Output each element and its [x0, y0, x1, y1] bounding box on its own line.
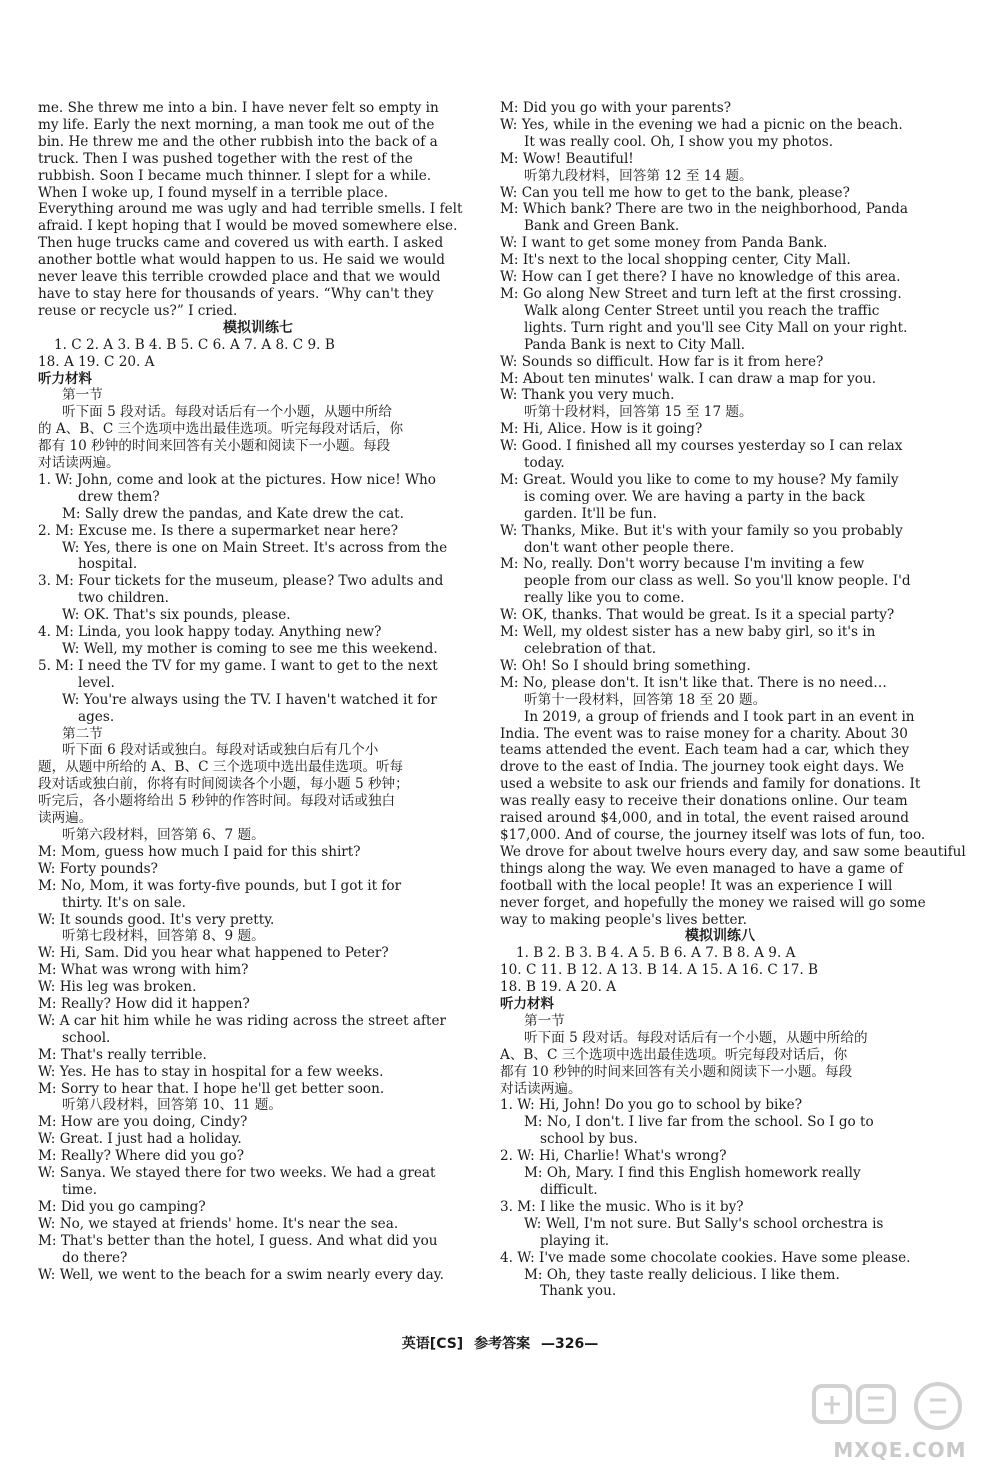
right-line-47: never forget, and hopefully the money we raised will go some: [500, 894, 926, 911]
left-line-4: rubbish. Soon I became much thinner. I slept for a while.: [38, 167, 432, 184]
right-line-68: 4. W: I've made some chocolate cookies. Have some please.: [500, 1249, 911, 1266]
right-line-23: is coming over. We are having a party in the back: [524, 488, 865, 505]
right-line-20: W: Good. I finished all my courses yesterday so I can relax: [500, 438, 903, 455]
left-line-21: 对话读两遍。: [38, 455, 120, 472]
right-line-57: 都有 10 秒钟的时间来回答有关小题和阅读下一小题。每段: [500, 1063, 853, 1080]
right-line-59: 1. W: Hi, John! Do you go to school by bike?: [500, 1097, 802, 1114]
right-line-16: M: About ten minutes' walk. I can draw a map for you.: [500, 370, 877, 387]
right-line-8: W: I want to get some money from Panda Bank.: [500, 235, 828, 252]
page-footer: [0, 1333, 1000, 1353]
right-line-37: India. The event was to raise money for a charity. About 30: [500, 725, 908, 742]
right-line-61: school by bus.: [540, 1131, 638, 1148]
left-line-69: W: Well, we went to the beach for a swim nearly every day.: [38, 1266, 444, 1283]
right-line-5: W: Can you tell me how to get to the bank, please?: [500, 184, 850, 201]
left-line-8: Then huge trucks came and covered us with earth. I asked: [38, 235, 444, 252]
right-line-48: way to making people's lives better.: [500, 911, 747, 928]
left-line-46: M: No, Mom, it was forty-five pounds, but I got it for: [38, 877, 402, 894]
right-line-31: M: Well, my oldest sister has a new baby girl, so it's in: [500, 624, 876, 641]
right-line-44: We drove for about twelve hours every day, and saw some beautiful: [500, 843, 966, 860]
right-line-55: 听下面 5 段对话。每段对话后有一个小题，从题中所给的: [524, 1029, 868, 1046]
left-line-65: M: Did you go camping?: [38, 1198, 206, 1215]
right-line-38: teams attended the event. Each team had a car, which they: [500, 742, 910, 759]
footer-subject: 英语[CS]: [401, 1336, 464, 1352]
right-line-12: Walk along Center Street until you reach the traffic: [524, 302, 880, 319]
left-line-29: two children.: [78, 590, 169, 607]
left-line-52: W: His leg was broken.: [38, 979, 197, 996]
left-line-32: W: Well, my mother is coming to see me this weekend.: [62, 641, 438, 657]
right-line-43: $17,000. And of course, the journey itself was lots of fun, too.: [500, 826, 926, 843]
left-line-31: 4. M: Linda, you look happy today. Anything new?: [38, 624, 382, 641]
left-line-0: me. She threw me into a bin. I have never felt so empty in: [38, 100, 439, 116]
watermark-badge-icon: [810, 1380, 990, 1440]
right-line-62: 2. W: Hi, Charlie! What's wrong?: [500, 1148, 727, 1165]
left-column: [38, 100, 478, 1283]
left-line-48: W: It sounds good. It's very pretty.: [38, 911, 275, 928]
left-line-14: 1. C 2. A 3. B 4. B 5. C 6. A 7. A 8. C 9. B: [54, 336, 335, 353]
right-line-60: M: No, I don't. I live far from the school. So I go to: [524, 1114, 874, 1131]
left-line-66: W: No, we stayed at friends' home. It's near the sea.: [38, 1215, 399, 1232]
right-line-53: 听力材料: [500, 996, 554, 1013]
left-line-35: W: You're always using the TV. I haven't watched it for: [62, 691, 437, 708]
watermark-logo: [810, 1380, 990, 1466]
right-line-19: M: Hi, Alice. How is it going?: [500, 421, 703, 438]
left-line-50: W: Hi, Sam. Did you hear what happened to Peter?: [38, 945, 389, 962]
right-line-52: 18. B 19. A 20. A: [500, 979, 617, 996]
right-line-11: M: Go along New Street and turn left at the first crossing.: [500, 285, 902, 302]
left-line-51: M: What was wrong with him?: [38, 962, 249, 979]
left-line-17: 第一节: [62, 387, 103, 404]
right-line-65: 3. M: I like the music. Who is it by?: [500, 1198, 744, 1215]
right-line-64: difficult.: [540, 1182, 598, 1198]
right-line-26: don't want other people there.: [524, 539, 735, 556]
left-line-54: W: A car hit him while he was riding across the street after: [38, 1012, 447, 1029]
right-line-13: lights. Turn right and you'll see City Mall on your right.: [524, 319, 908, 336]
left-line-15: 18. A 19. C 20. A: [38, 353, 155, 370]
right-line-69: M: Oh, they taste really delicious. I like them.: [524, 1266, 840, 1283]
right-line-35: 听第十一段材料，回答第 18 至 20 题。: [524, 691, 767, 708]
watermark-url: MXQE.COM: [833, 1438, 967, 1462]
left-line-39: 题，从题中所给的 A、B、C 三个选项中选出最佳选项。听每: [38, 759, 404, 776]
left-line-13: 模拟训练七: [223, 319, 293, 336]
right-line-54: 第一节: [524, 1012, 565, 1029]
left-line-47: thirty. It's on sale.: [62, 894, 186, 911]
right-line-15: W: Sounds so difficult. How far is it from here?: [500, 353, 824, 370]
right-line-39: drove to the east of India. The journey took eight days. We: [500, 759, 905, 776]
right-line-36: In 2019, a group of friends and I took part in an event in: [524, 708, 915, 725]
left-line-63: W: Sanya. We stayed there for two weeks. We had a great: [38, 1165, 436, 1182]
right-line-33: W: Oh! So I should bring something.: [500, 657, 751, 674]
left-line-28: 3. M: Four tickets for the museum, please? Two adults and: [38, 573, 444, 590]
left-line-41: 听完后，各小题将给出 5 秒钟的作答时间。每段对话或独白: [38, 793, 396, 810]
left-line-49: 听第七段材料，回答第 8、9 题。: [62, 928, 265, 945]
right-line-1: W: Yes, while in the evening we had a picnic on the beach.: [500, 116, 903, 133]
left-line-56: M: That's really terrible.: [38, 1046, 207, 1063]
left-line-24: M: Sally drew the pandas, and Kate drew the cat.: [62, 505, 404, 522]
left-line-25: 2. M: Excuse me. Is there a supermarket near here?: [38, 522, 399, 539]
right-line-17: W: Thank you very much.: [500, 387, 675, 404]
right-line-40: used a website to ask our friends and family for donations. It: [500, 776, 921, 793]
right-line-18: 听第十段材料，回答第 15 至 17 题。: [524, 404, 753, 421]
left-line-10: never leave this terrible crowded place and that we would: [38, 269, 441, 286]
left-line-5: When I woke up, I found myself in a terrible place.: [38, 184, 389, 201]
left-line-36: ages.: [78, 708, 115, 725]
left-line-11: have to stay here for thousands of years. “Why can't they: [38, 285, 434, 302]
right-line-46: football with the local people! It was an experience I will: [500, 877, 893, 894]
right-column: [500, 100, 966, 1300]
left-line-19: 的 A、B、C 三个选项中选出最佳选项。听完每段对话后，你: [38, 421, 404, 438]
right-line-49: 模拟训练八: [685, 928, 755, 945]
right-line-2: It was really cool. Oh, I show you my photos.: [524, 133, 834, 150]
right-line-63: M: Oh, Mary. I find this English homework really: [524, 1165, 861, 1182]
left-line-60: M: How are you doing, Cindy?: [38, 1114, 248, 1131]
left-line-6: Everything around me was ugly and had terrible smells. I felt: [38, 201, 463, 218]
right-line-6: M: Which bank? There are two in the neighborhood, Panda: [500, 201, 908, 218]
left-line-40: 段对话或独白前，你将有时间阅读各个小题，每小题 5 秒钟；: [38, 776, 409, 793]
left-line-53: M: Really? How did it happen?: [38, 996, 250, 1013]
right-line-28: people from our class as well. So you'll know people. I'd: [524, 573, 911, 590]
left-line-23: drew them?: [78, 488, 160, 505]
right-line-25: W: Thanks, Mike. But it's with your family so you probably: [500, 522, 903, 539]
left-line-42: 读两遍。: [38, 810, 93, 827]
right-line-67: playing it.: [540, 1232, 610, 1249]
left-line-61: W: Great. I just had a holiday.: [38, 1131, 242, 1148]
right-line-7: Bank and Green Bank.: [524, 218, 680, 235]
left-line-26: W: Yes, there is one on Main Street. It's across from the: [62, 539, 448, 556]
left-line-57: W: Yes. He has to stay in hospital for a few weeks.: [38, 1063, 384, 1080]
right-line-42: raised around $4,000, and in total, the event raised around: [500, 810, 909, 827]
left-line-68: do there?: [62, 1249, 128, 1266]
left-line-62: M: Really? Where did you go?: [38, 1148, 245, 1165]
footer-page-number: —326—: [540, 1336, 599, 1352]
right-line-41: was really easy to receive their donations online. Our team: [500, 793, 908, 810]
left-line-20: 都有 10 秒钟的时间来回答有关小题和阅读下一小题。每段: [38, 438, 391, 455]
left-line-2: bin. He threw me and the other rubbish into the back of a: [38, 133, 438, 150]
left-line-55: school.: [62, 1029, 111, 1046]
left-line-22: 1. W: John, come and look at the pictures. How nice! Who: [38, 471, 436, 488]
left-line-9: another bottle what would happen to us. He said we would: [38, 252, 445, 269]
right-line-29: really like you to come.: [524, 590, 685, 607]
right-line-45: things along the way. We even managed to have a game of: [500, 860, 903, 877]
left-line-33: 5. M: I need the TV for my game. I want to get to the next: [38, 657, 438, 674]
left-line-7: afraid. I kept hoping that I would be moved somewhere else.: [38, 218, 458, 235]
right-line-30: W: OK, thanks. That would be great. Is it a special party?: [500, 607, 895, 624]
right-line-21: today.: [524, 455, 565, 472]
right-line-34: M: No, please don't. It isn't like that. There is no need…: [500, 674, 887, 691]
right-line-24: garden. It'll be fun.: [524, 505, 657, 522]
left-line-67: M: That's better than the hotel, I guess. And what did you: [38, 1232, 438, 1249]
left-line-45: W: Forty pounds?: [38, 860, 158, 877]
left-line-18: 听下面 5 段对话。每段对话后有一个小题，从题中所给: [62, 404, 392, 421]
right-line-70: Thank you.: [540, 1283, 617, 1300]
left-line-43: 听第六段材料，回答第 6、7 题。: [62, 826, 265, 843]
left-line-59: 听第八段材料，回答第 10、11 题。: [62, 1097, 282, 1114]
right-line-10: W: How can I get there? I have no knowledge of this area.: [500, 269, 901, 286]
left-line-3: truck. Then I was pushed together with the rest of the: [38, 150, 413, 167]
right-line-22: M: Great. Would you like to come to my house? My family: [500, 471, 899, 488]
left-line-12: reuse or recycle us?” I cried.: [38, 302, 238, 319]
right-line-32: celebration of that.: [524, 641, 657, 657]
left-line-30: W: OK. That's six pounds, please.: [62, 607, 291, 624]
right-line-0: M: Did you go with your parents?: [500, 100, 732, 116]
right-line-51: 10. C 11. B 12. A 13. B 14. A 15. A 16. C 17. B: [500, 962, 818, 979]
right-line-3: M: Wow! Beautiful!: [500, 150, 634, 167]
right-line-4: 听第九段材料，回答第 12 至 14 题。: [524, 167, 753, 184]
right-line-56: A、B、C 三个选项中选出最佳选项。听完每段对话后，你: [500, 1046, 848, 1063]
left-line-37: 第二节: [62, 725, 103, 742]
right-line-58: 对话读两遍。: [500, 1080, 582, 1097]
right-line-9: M: It's next to the local shopping center, City Mall.: [500, 252, 851, 269]
right-line-66: W: Well, I'm not sure. But Sally's school orchestra is: [524, 1215, 884, 1232]
right-line-50: 1. B 2. B 3. B 4. A 5. B 6. A 7. B 8. A 9. A: [516, 945, 796, 962]
left-line-44: M: Mom, guess how much I paid for this shirt?: [38, 843, 361, 860]
left-line-34: level.: [78, 674, 115, 691]
left-line-64: time.: [62, 1182, 98, 1198]
right-line-27: M: No, really. Don't worry because I'm inviting a few: [500, 556, 865, 573]
left-line-16: 听力材料: [38, 370, 92, 387]
left-line-38: 听下面 6 段对话或独白。每段对话或独白后有几个小: [62, 742, 379, 759]
footer-label: 参考答案: [474, 1336, 531, 1352]
left-line-27: hospital.: [78, 556, 138, 573]
left-line-1: my life. Early the next morning, a man took me out of the: [38, 116, 435, 133]
left-line-58: M: Sorry to hear that. I hope he'll get better soon.: [38, 1080, 385, 1097]
right-line-14: Panda Bank is next to City Mall.: [524, 336, 746, 353]
